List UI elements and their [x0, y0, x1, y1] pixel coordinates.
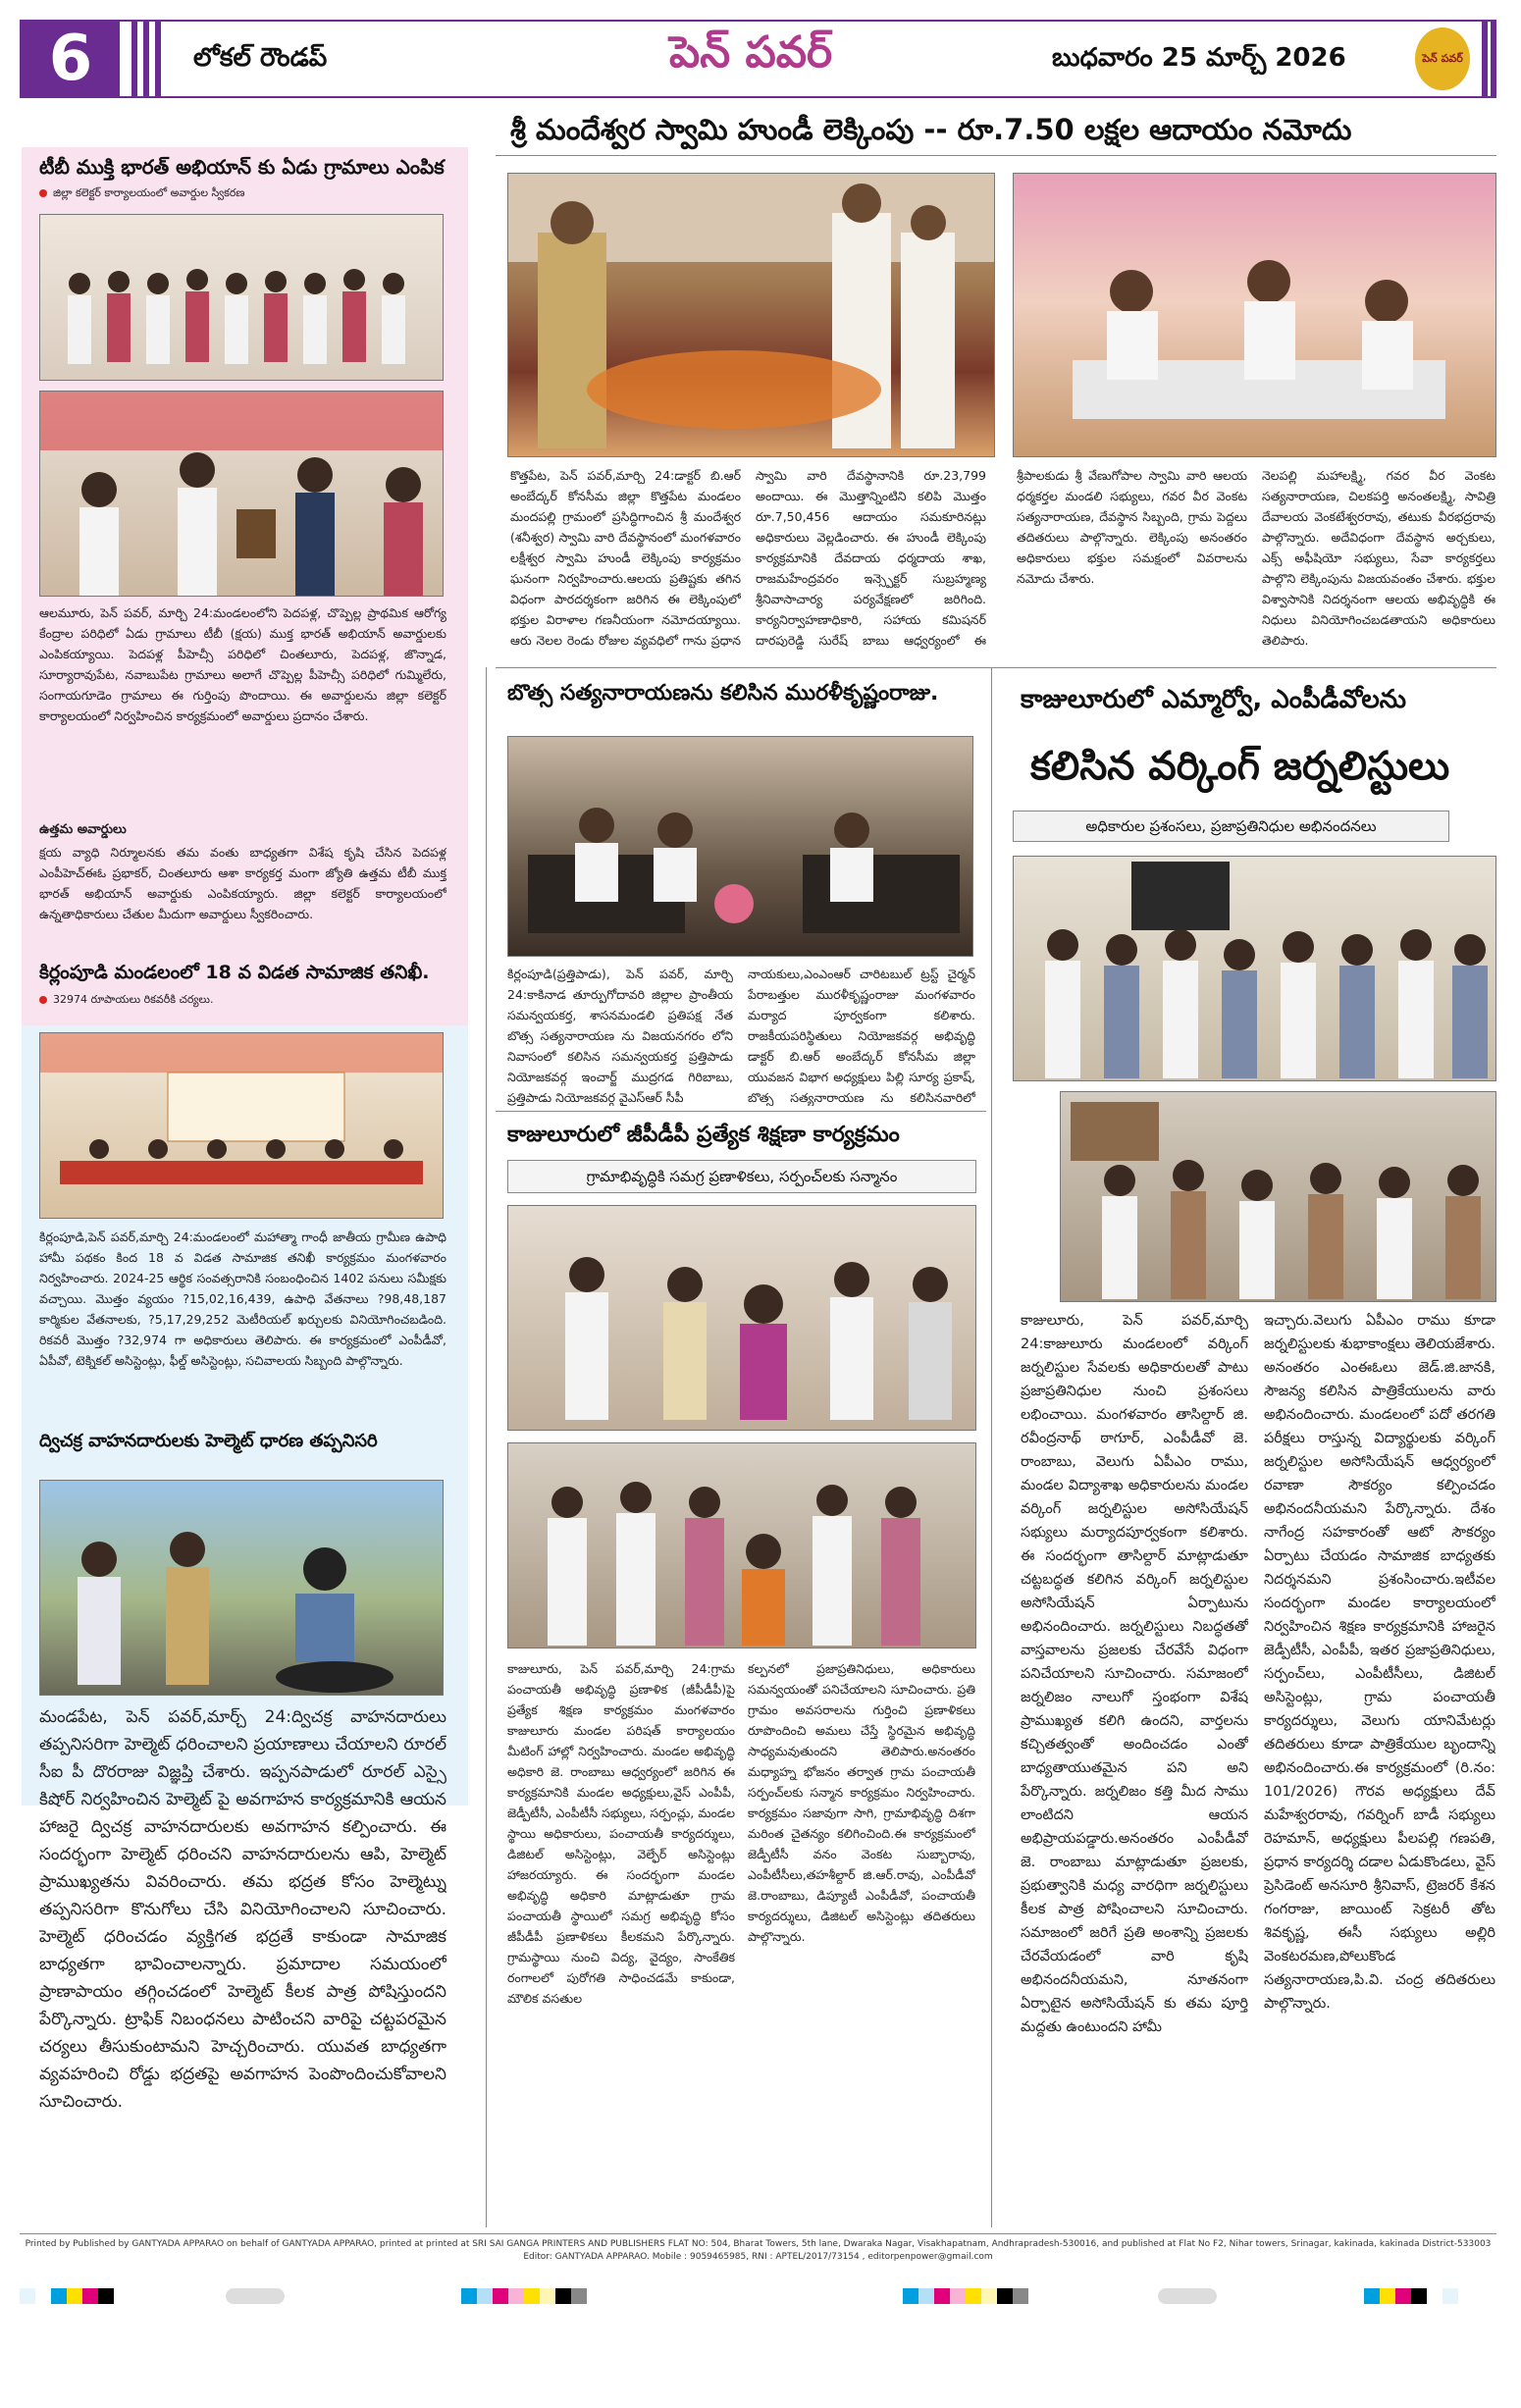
left-story-1-sub-text: జిల్లా కలెక్టర్ కార్యాలయంలో అవార్డుల స్వీకరణ [53, 186, 245, 199]
left-story-3-text: మండపేట, పెన్ పవర్,మార్చ్ 24:ద్విచక్ర వాహనదారులు తప్పనిసరిగా హెల్మెట్ ధరించాలని ప్రయాణాలు చేయాలని రూరల్ సీఐ పీ దొరరాజు విజ్ఞప్తి చేశారు. ఇప్పనపాడులో రూరల్ ఎస్సై కిషోర్ నిర్వహించిన హెల్మెట్ పై అవగాహన కార్యక్రమానికి ఆయన హాజరై ద్విచక్ర వాహనదారులకు అవగాహన కల్పించారు. ఈ సందర్భంగా హెల్మెట్ ధరించని వాహనదారులను ఆపి, హెల్మెట్ ప్రాముఖ్యతను వివరించారు. తమ భద్రత కోసం హెల్మెట్ను తప్పనిసరిగా కొనుగోలు చేసి వినియోగించాలని సూచించారు. హెల్మెట్ ధరించడం వ్యక్తిగత భద్రతే కాకుండా సామాజిక బాధ్యతగా భావించాలన్నారు. ప్రమాదాల సమయంలో ప్రాణాపాయం తగ్గించడంలో హెల్మెట్ కీలక పాత్ర పోషిస్తుందని పేర్కొన్నారు. ట్రాఫిక్ నిబంధనలు పాటించని వారిపై చట్టపరమైన చర్యలు తీసుకుంటామని హెచ్చరించారు. యువత బాధ్యతగా వ్యవహరించి రోడ్డు భద్రతపై అవగాహన పెంపొందించుకోవాలని సూచించారు. [39, 1707, 446, 2112]
right-story-headline-2: కలిసిన వర్కింగ్ జర్నలిస్టులు [1030, 744, 1450, 789]
right-story-text: కాజులూరు, పెన్ పవర్,మార్చి 24:కాజులూరు మండలంలో వర్కింగ్ జర్నలిస్టుల సేవలకు అధికారులతో పాటు ప్రజాప్రతినిధుల నుంచి ప్రశంసలు లభించాయి. మంగళవారం తాసిల్దార్ జి. రవీంద్రనాథ్ ఠాగూర్, ఎంపీడీవో జె. రాంబాబు, వెలుగు ఏపీఎం రాము, మండల విద్యాశాఖ అధికారులను మండల వర్కింగ్ జర్నలిస్టుల అసోసియేషన్ సభ్యులు మర్యాదపూర్వకంగా కలిశారు. ఈ సందర్భంగా తాసిల్దార్ మాట్లాడుతూ చట్టబద్ధత కలిగిన వర్కింగ్ జర్నలిస్టుల అసోసియేషన్ ఏర్పాటును అభినందించారు. జర్నలిస్టులు నిబద్ధతతో వాస్తవాలను ప్రజలకు చేరవేసే విధంగా పనిచేయాలని సూచించారు. సమాజంలో జర్నలిజం నాలుగో స్తంభంగా విశేష ప్రాముఖ్యత కలిగి ఉందని, వార్తలను కచ్చితత్వంతో అందించడం ఎంతో బాధ్యతాయుతమైన పని అని పేర్కొన్నారు. జర్నలిజం కత్తి మీద సాము లాంటిదని ఆయన అభిప్రాయపడ్డారు.అనంతరం ఎంపీడీవో జె. రాంబాబు మాట్లాడుతూ ప్రజలకు, ప్రభుత్వానికి మధ్య వారధిగా జర్నలిస్టులు కీలక పాత్ర పోషించాలని సూచించారు. సమాజంలో జరిగే ప్రతి అంశాన్ని ప్రజలకు చేరవేయడంలో వారి కృషి అభినందనీయమని, నూతనంగా ఏర్పాటైన అసోసియేషన్ కు తమ పూర్తి మద్దతు ఉంటుందని హామీ [1021, 1313, 1248, 2035]
right-story-headline-1: కాజులూరులో ఎమ్మార్వో, ఎంపీడీవోలను [1021, 685, 1407, 714]
mid-story-2-banner: గ్రామాభివృద్ధికి సమగ్ర ప్రణాళికలు, సర్పంచ్‌లకు సన్మానం [507, 1160, 976, 1193]
photo-illustration [40, 392, 444, 597]
header-stripe [155, 22, 161, 96]
left-story-2-sub-text: 32974 రూపాయలు రికవరీకి చర్యలు. [53, 993, 214, 1006]
newspaper-logo: పెన్ పవర్ [1415, 27, 1470, 90]
bullet-icon [39, 996, 47, 1004]
top-story-text: శ్రీపాలకుడు శ్రీ వేణుగోపాల స్వామి వారి ఆలయ ధర్మకర్తల మండలి సభ్యులు, గవర వీర వెంకట సత్యనారాయణ, దేవస్థాన సిబ్బంది, గ్రామ పెద్దలు తదితరులు పాల్గొన్నారు. లెక్కింపు అనంతరం అధికారులు భక్తుల సమక్షంలో వివరాలను నమోదు చేశారు. [1017, 468, 1247, 586]
color-calibration-bar [20, 2288, 114, 2304]
color-calibration-bar [903, 2288, 1028, 2304]
top-headline: శ్రీ మందేశ్వర స్వామి హుండీ లెక్కింపు -- రూ.7.50 లక్షల ఆదాయం నమోదు [510, 113, 1352, 146]
color-calibration-bar [1364, 2288, 1458, 2304]
imprint-line: Editor: GANTYADA APPARAO. Mobile : 9059465985, RNI : APTEL/2017/73154 , editorpenpower@gmail.com [523, 2252, 993, 2262]
color-calibration-bar [226, 2288, 285, 2304]
tb-award-group-photo [39, 214, 444, 381]
header-stripe [1491, 22, 1496, 96]
photo-illustration [508, 737, 973, 957]
photo-illustration [1061, 1092, 1496, 1302]
header-stripe [131, 22, 137, 96]
section-title: లోకల్ రౌండప్ [193, 43, 328, 73]
photo-illustration [1014, 174, 1496, 457]
photo-illustration [508, 174, 995, 457]
color-calibration-bar [1158, 2288, 1217, 2304]
top-story-text: నెలపల్లి మహాలక్ష్మి, గవర వీర వెంకట సత్యనారాయణ, చిలకపర్తి అనంతలక్ష్మి, సావిత్రి దేవాలయ వెంకటేశ్వరరావు, తటుకు వీరభద్రరావు పాల్గొన్నారు. అదేవిధంగా దేవస్థాన అర్చకులు, ఎక్స్ అఫీషియో సభ్యులు, సేవా కార్యకర్తలు పాల్గొని లెక్కింపును విజయవంతం చేశారు. భక్తుల విశ్వాసానికి నిదర్శనంగా ఆలయ అభివృద్ధికి ఈ నిధులు వినియోగించబడతాయని అధికారులు తెలిపారు. [1262, 468, 1495, 648]
photo-illustration [40, 1481, 444, 1696]
left-story-2-headline: కిర్లంపూడి మండలంలో 18 వ విడత సామాజిక తనిఖీ. [39, 962, 430, 983]
photo-illustration [40, 1033, 444, 1219]
photo-illustration [1014, 857, 1496, 1081]
mid-story-2-text: కల్పనలో ప్రజాప్రతినిధులు, అధికారులు సమన్వయంతో పనిచేయాలని సూచించారు. ప్రతి గ్రామం అవసరాలను గుర్తించి ప్రణాళికలు రూపొందించి అమలు చేస్తే స్థిరమైన అభివృద్ధి సాధ్యమవుతుందని తెలిపారు.అనంతరం మధ్యాహ్న భోజనం తర్వాత గ్రామ పంచాయతీ సర్పంచ్‌లకు సన్మాన కార్యక్రమం నిర్వహించారు. కార్యక్రమం సజావుగా సాగి, గ్రామాభివృద్ధి దిశగా మరింత చైతన్యం కలిగించింది.ఈ కార్యక్రమంలో జెడ్పీటీసీ వనం వెంకట సుబ్బారావు, ఎంపీటీసీలు,తహశీల్దార్ జి.ఆర్.రావు, ఎంపీడీవో జె.రాంబాబు, డిప్యూటీ ఎంపీడీవో, పంచాయతీ కార్యదర్శులు, డిజిటల్ అసిస్టెంట్లు తదితరులు పాల్గొన్నారు. [748, 1661, 975, 1944]
helmet-awareness-photo [39, 1480, 444, 1696]
left-story-2-sub [39, 993, 213, 1009]
botsa-meeting-photo [507, 736, 973, 957]
divider [496, 1111, 986, 1112]
imprint-footer [20, 2233, 1496, 2277]
top-story-text: కొత్తపేట, పెన్ పవర్,మార్చి 24:డాక్టర్ బి.ఆర్ అంబేద్కర్ కోనసీమ జిల్లా కొత్తపేట మండలం మందపల్లి గ్రామంలో ప్రసిద్ధిగాంచిన శ్రీ మందేశ్వర (శనీశ్వర) స్వామి వారి దేవస్థానంలో మంగళవారం లక్షీశ్వర స్వామి హుండీ లెక్కింపు కార్యక్రమం ఘనంగా నిర్వహించారు.ఆలయ ప్రతిష్టకు తగిన విధంగా పారదర్శకంగా జరిగిన ఈ లెక్కింపులో భక్తుల విరాళాల గణనీయంగా నమోదయ్యాయి. ఆరు నెలల రెండు రోజుల వ్యవధిలో గాను ప్రధాన [510, 468, 741, 648]
dateline: బుధవారం 25 మార్చ్ 2026 [1052, 43, 1346, 73]
photo-illustration [508, 1206, 976, 1431]
left-story-2-text: కిర్లంపూడి,పెన్ పవర్,మార్చి 24:మండలంలో మహాత్మా గాంధీ జాతీయ గ్రామీణ ఉపాధి హామీ పథకం కింద 18 వ విడత సామాజిక తనిఖీ కార్యక్రమం మంగళవారం నిర్వహించారు. 2024-25 ఆర్థిక సంవత్సరానికి సంబంధించిన 1402 పనులు సమీక్షకు వచ్చాయి. మొత్తం వ్యయం ?15,02,16,439, ఉపాధి వేతనాలు ?98,48,187 కార్మికుల వేతనాలకు, ?5,17,29,252 మెటీరియల్ ఖర్చులకు వినియోగించబడింది. రికవరీ మొత్తం ?32,974 గా అధికారులు తెలిపారు. ఈ కార్యక్రమంలో ఎంపీడీవో, ఏపీవో, టెక్నికల్ అసిస్టెంట్లు, ఫీల్డ్ అసిస్టెంట్లు, సచివాలయ సిబ్బంది పాల్గొన్నారు. [39, 1230, 446, 1368]
left-story-1-subhead: ఉత్తమ అవార్డులు [39, 822, 127, 837]
gpdp-training-photo-1 [507, 1205, 976, 1431]
journalists-meet-mro-photo [1013, 856, 1496, 1081]
mid-story-1-text: కిర్లంపూడి(ప్రత్తిపాడు), పెన్ పవర్, మార్చి 24:కాకినాడ తూర్పుగోదావరి జిల్లాల ప్రాంతీయ సమన్వయకర్త, శాసనమండలి ప్రతిపక్ష నేత బొత్స సత్యనారాయణ ను విజయనగరం లోని నివాసంలో కలిసిన సమన్వయకర్త ప్రత్తిపాడు నియోజకవర్గ ఇంచార్జ్ ముద్రగడ గిరిబాబు, ప్రత్తిపాడు నియోజకవర్గ వైఎస్ఆర్ సీపీ [507, 967, 733, 1105]
mid-story-2-headline: కాజులూరులో జీపీడీపీ ప్రత్యేక శిక్షణా కార్యక్రమం [507, 1123, 900, 1147]
mid-story-1-headline: బొత్స సత్యనారాయణను కలిసిన మురళీకృష్ణంరాజు. [507, 681, 939, 706]
left-story-1-text-2: క్షయ వ్యాధి నిర్మూలనకు తమ వంతు బాధ్యతగా విశేష కృషి చేసిన పెదపళ్ల ఎంపీహెచ్ఈఓ ప్రభాకర్, చింతలూరు ఆశా కార్యకర్త మంగా జ్యోతి ఉత్తమ టీబీ ముక్త భారత్ అభియాన్ అవార్డుకు ఎంపికయ్యారు. జిల్లా కలెక్టర్ కార్యాలయంలో ఉన్నతాధికారులు చేతుల మీదుగా అవార్డులు స్వీకరించారు. [39, 845, 446, 921]
mid-story-2-text: కాజులూరు, పెన్ పవర్,మార్చి 24:గ్రామ పంచాయతీ అభివృద్ధి ప్రణాళిక (జీపీడీపీ)పై ప్రత్యేక శిక్షణ కార్యక్రమం మంగళవారం కాజులూరు మండల పరిషత్ కార్యాలయం మీటింగ్ హాల్లో నిర్వహించారు. మండల అభివృద్ధి అధికారి జె. రాంబాబు ఆధ్వర్యంలో జరిగిన ఈ కార్యక్రమానికి మండల అధ్యక్షులు,వైస్ ఎంపీపీ, జెడ్పీటీసీ, ఎంపీటీసీ సభ్యులు, సర్పంచ్లు, మండల స్థాయి అధికారులు, పంచాయతీ కార్యదర్శులు, డిజిటల్ అసిస్టెంట్లు, వెల్ఫేర్ అసిస్టెంట్లు హాజరయ్యారు. ఈ సందర్భంగా మండల అభివృద్ధి అధికారి మాట్లాడుతూ గ్రామ పంచాయతీ స్థాయిలో సమగ్ర అభివృద్ధి కోసం జీపీడీపీ ప్రణాళికలు కీలకమని పేర్కొన్నారు. గ్రామస్థాయి నుంచి విద్య, వైద్యం, సాంకేతిక రంగాలలో పురోగతి సాధించడమే కాకుండా, మౌలిక వసతుల [507, 1661, 735, 2006]
divider [496, 667, 1496, 668]
masthead: పెన్ పవర్ [669, 27, 833, 78]
divider [496, 155, 1496, 156]
hundi-counting-photo-2 [1013, 173, 1496, 457]
right-story-banner: అధికారుల ప్రశంసలు, ప్రజాప్రతినిధుల అభినందనలు [1013, 811, 1449, 842]
bullet-icon [39, 189, 47, 197]
hundi-counting-photo-1 [507, 173, 995, 457]
column-rule [486, 667, 487, 2227]
social-audit-photo [39, 1032, 444, 1219]
left-story-1-headline: టీబీ ముక్తి భారత్ అభియాన్ కు ఏడు గ్రామాలు ఎంపిక [39, 155, 445, 179]
photo-illustration [40, 215, 444, 381]
header-stripe [1482, 22, 1488, 96]
tb-award-presentation-photo [39, 391, 444, 597]
column-rule [991, 667, 992, 2227]
color-calibration-bar [461, 2288, 587, 2304]
top-story-text: స్వామి వారి దేవస్థానానికి రూ.23,799 అందాయి. ఈ మొత్తాన్నింటిని కలిపి మొత్తం రూ.7,50,456 ఆదాయం సమకూరినట్లు అధికారులు వెల్లడించారు. ఈ హుండీ లెక్కింపు కార్యక్రమానికి దేవదాయ ధర్మదాయ శాఖ, రాజమహేంద్రవరం ఇన్స్పెక్టర్ సుబ్రహ్మణ్య శ్రీనివాసాచార్య పర్యవేక్షణలో జరిగింది. కార్యనిర్వాహణాధికారి, సహాయ కమిషనర్ దారపురెడ్డి సురేష్ బాబు ఆధ్వర్యంలో ఈ [756, 468, 986, 648]
left-story-3-headline: ద్విచక్ర వాహనదారులకు హెల్మెట్ ధారణ తప్పనిసరి [39, 1431, 378, 1451]
gpdp-training-photo-2 [507, 1442, 976, 1649]
mid-story-1-text: నాయకులు,ఎంఎంఆర్ చారిటబుల్ ట్రస్ట్ చైర్మన్ పేరాబత్తుల మురళీకృష్ణంరాజు మంగళవారం మర్యాద పూర్వకంగా కలిశారు. రాజకీయపరిస్థితులు నియోజకవర్గ అభివృద్ధి డాక్టర్ బి.ఆర్ అంబేద్కర్ కోనసీమ జిల్లా యువజన విభాగ అధ్యక్షులు పిల్లి సూర్య ప్రకాష్, బొత్స సత్యనారాయణ ను కలిసినవారిలో [748, 967, 975, 1105]
header-stripe [143, 22, 149, 96]
right-story-text: ఇచ్చారు.వెలుగు ఏపీఎం రాము కూడా జర్నలిస్టులకు శుభాకాంక్షలు తెలియజేశారు. అనంతరం ఎంఈఓలు జెడ్.జి.జానకి, సౌజన్య కలిసిన పాత్రికేయులను వారు అభినందించారు. మండలంలో పదో తరగతి పరీక్షలు రాస్తున్న విద్యార్థులకు వర్కింగ్ జర్నలిస్టుల అసోసియేషన్ ఆధ్వర్యంలో రవాణా సౌకర్యం కల్పించడం అభినందనీయమని పేర్కొన్నారు. దేశం నాగేంద్ర సహకారంతో ఆటో సౌకర్యం ఏర్పాటు చేయడం సామాజిక బాధ్యతకు నిదర్శనమని ప్రశంసించారు.ఇటీవల సందర్భంగా మండల కార్యాలయంలో నిర్వహించిన శిక్షణ కార్యక్రమానికి హాజరైన జెడ్పీటీసీ, ఎంపీపీ, ఇతర ప్రజాప్రతినిధులు, సర్పంచ్‌లు, ఎంపీటీసీలు, డిజిటల్ అసిస్టెంట్లు, గ్రామ పంచాయతీ కార్యదర్శులు, వెలుగు యానిమేటర్లు తదితరులు కూడా పాత్రికేయుల బృందాన్ని అభినందించారు.ఈ కార్యక్రమంలో (రి.నం: 101/2026) గౌరవ అధ్యక్షులు దేవ్ మహేశ్వరరావు, గవర్నింగ్ బాడీ సభ్యులు రెహమాన్, అధ్యక్షులు పీలపల్లి గణపతి, ప్రధాన కార్యదర్శి దడాల ఏడుకొండలు, వైస్ ప్రెసిడెంట్ అనసూరి శ్రీనివాస్, ట్రెజరర్ కేశన గంగరాజు, జాయింట్ సెక్రటరీ తోట శివకృష్ణ, ఈసీ సభ్యులు అల్లిరి వెంకటరమణ,పోలుకొండ సత్యనారాయణ,పి.వి. చంద్ర తదితరులు పాల్గొన్నారు. [1264, 1313, 1495, 2012]
imprint-line: Printed by Published by GANTYADA APPARAO on behalf of GANTYADA APPARAO, printed at printed at SRI SAI GANGA PRINTERS AND PUBLISHERS FLAT NO: 504, Bharat Towers, 5th lane, Dwaraka Nagar, Visakhapatnam, Andhrapradesh-530016, and published at Flat No F2, Nihar towers, Srinagar, kakinada, kakinada District-533003 [25, 2239, 1492, 2249]
journalists-meet-mpdo-photo [1060, 1091, 1496, 1302]
page-header [20, 20, 1496, 98]
photo-illustration [508, 1443, 976, 1649]
page-number: 6 [22, 22, 120, 96]
left-story-1-sub [39, 186, 245, 202]
left-story-1-text: ఆలమూరు, పెన్ పవర్, మార్చి 24:మండలంలోని పెదపళ్ల, చొప్పెల్ల ప్రాథమిక ఆరోగ్య కేంద్రాల పరిధిలో ఏడు గ్రామాలు టీబీ (క్షయ) ముక్త భారత్ అభియాన్ అవార్డులకు ఎంపికయ్యాయి. పెదపళ్ల పీహెచ్సీ పరిధిలో చింతలూరు, పెదపళ్ల, జొన్నాడ, సూర్యారావుపేట, నవాబుపేట గ్రామాలు అలాగే చొప్పెల్ల పీహెచ్సీ పరిధిలో గుమ్మిలేరు, సంగాయగూడెం గ్రామాలు ఈ గుర్తింపు పొందాయి. ఈ అవార్డులను జిల్లా కలెక్టర్ కార్యాలయంలో నిర్వహించిన కార్యక్రమంలో అవార్డులు ప్రదానం చేశారు. [39, 605, 446, 723]
